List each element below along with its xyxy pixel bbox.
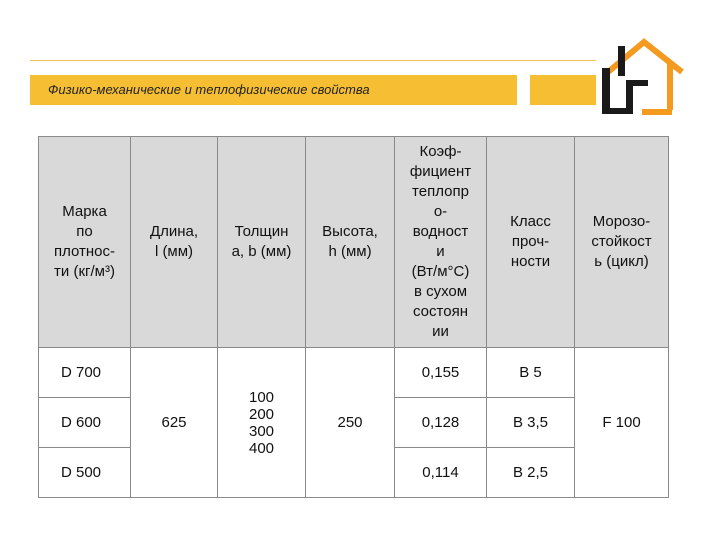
- header-strength-class: Класс проч- ности: [487, 137, 575, 348]
- density-grade-cell: D 500: [39, 448, 131, 498]
- density-grade-cell: D 700: [39, 348, 131, 398]
- header-density-grade: Марка по плотнос- ти (кг/м³): [39, 137, 131, 348]
- top-divider: [30, 60, 596, 61]
- thickness-cell: 100 200 300 400: [218, 348, 306, 498]
- header-thickness: Толщин а, b (мм): [218, 137, 306, 348]
- frost-resistance-cell: F 100: [575, 348, 669, 498]
- header-thermal-conductivity: Коэф- фициент теплопр о- водност и (Вт/м°С) в сухом состоян ии: [395, 137, 487, 348]
- density-grade-cell: D 600: [39, 398, 131, 448]
- header-frost-resistance: Морозо- стойкост ь (цикл): [575, 137, 669, 348]
- strength-class-cell: B 3,5: [487, 398, 575, 448]
- accent-box: [530, 75, 596, 105]
- conductivity-cell: 0,128: [395, 398, 487, 448]
- properties-table: [38, 136, 668, 496]
- length-cell: 625: [131, 348, 218, 498]
- header-height: Высота, h (мм): [306, 137, 395, 348]
- conductivity-cell: 0,114: [395, 448, 487, 498]
- strength-class-cell: B 5: [487, 348, 575, 398]
- table-row: [39, 348, 669, 398]
- height-cell: 250: [306, 348, 395, 498]
- slide-title: Физико-механические и теплофизические свойства: [48, 82, 370, 97]
- house-icon: [596, 36, 688, 118]
- header-length: Длина, l (мм): [131, 137, 218, 348]
- title-bar: [30, 75, 517, 105]
- conductivity-cell: 0,155: [395, 348, 487, 398]
- table-header-row: [39, 137, 669, 348]
- strength-class-cell: B 2,5: [487, 448, 575, 498]
